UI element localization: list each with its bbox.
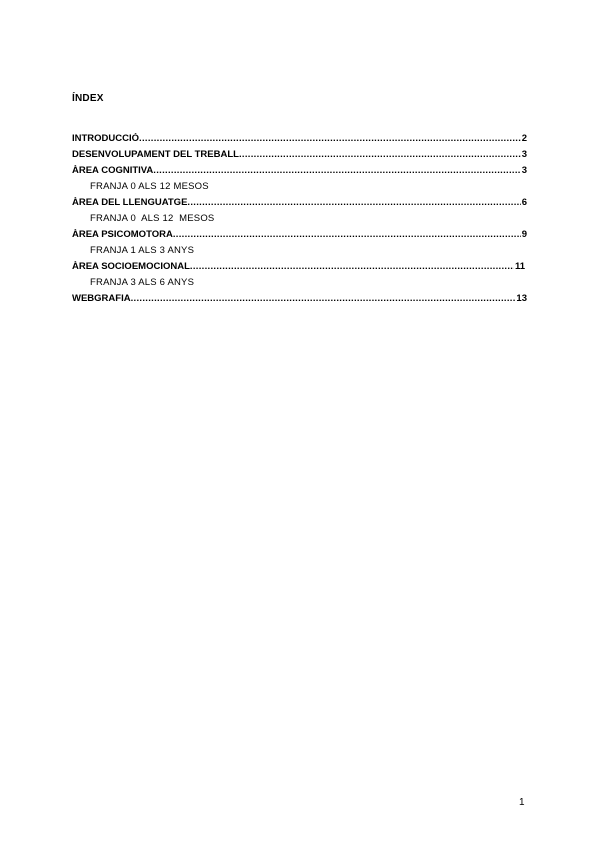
page-number: 1 [519,797,525,808]
toc-entry-label: ÀREA COGNITIVA [72,165,154,176]
toc-entry-page: 3 [521,149,527,160]
toc-entry-label: DESENVOLUPAMENT DEL TREBALL [72,149,239,160]
toc-leader-dots [187,197,520,208]
toc-entry-page: 6 [521,197,527,208]
toc-entry-page: 2 [521,133,527,144]
toc-entry-introduccio[interactable] [72,133,527,149]
toc-entry-area-socioemocional[interactable] [72,261,525,277]
toc-leader-dots [173,229,521,240]
toc-entry-label: WEBGRAFIA [72,293,131,304]
toc-leader-dots [190,261,514,272]
toc-entry-area-psicomotora[interactable] [72,229,527,245]
toc-subentry: FRANJA 3 ALS 6 ANYS [90,277,195,288]
toc-entry-page: 3 [521,165,527,176]
toc-entry-page: 11 [514,261,525,272]
toc-leader-dots [131,293,516,304]
toc-entry-label: INTRODUCCIÓ [72,133,140,144]
toc-entry-label: ÀREA SOCIOEMOCIONAL [72,261,190,272]
toc-leader-dots [239,149,521,160]
toc-subentry: FRANJA 0 ALS 12 MESOS [90,181,209,192]
index-title: ÍNDEX [72,93,104,104]
toc-leader-dots [139,133,521,144]
toc-entry-label: ÀREA DEL LLENGUATGE [72,197,188,208]
table-of-contents [72,133,527,309]
toc-entry-area-llenguatge[interactable] [72,197,527,213]
toc-subentry: FRANJA 0 ALS 12 MESOS [90,213,215,224]
toc-subentry: FRANJA 1 ALS 3 ANYS [90,245,195,256]
toc-entry-desenvolupament[interactable] [72,149,527,165]
toc-entry-page: 13 [516,293,527,304]
toc-entry-area-cognitiva[interactable] [72,165,527,181]
toc-entry-page: 9 [521,229,527,240]
toc-entry-webgrafia[interactable] [72,293,527,309]
toc-leader-dots [153,165,520,176]
toc-entry-label: ÀREA PSICOMOTORA [72,229,173,240]
